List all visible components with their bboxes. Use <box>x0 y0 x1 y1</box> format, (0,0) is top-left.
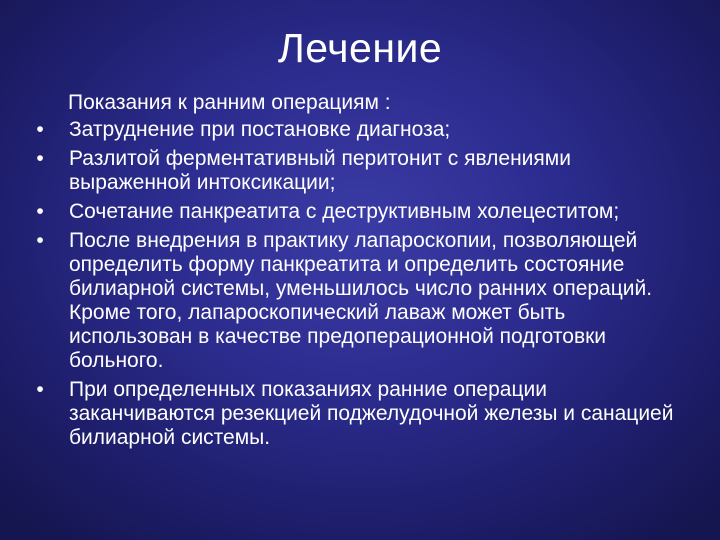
list-item-text: При определенных показаниях ранние операции заканчиваются резекцией поджелудочной железы и санацией билиарной системы. <box>69 378 674 449</box>
list-item <box>30 378 690 450</box>
list-item-text: Затруднение при постановке диагноза; <box>69 118 451 141</box>
slide-title: Лечение <box>277 25 443 71</box>
bullet-icon: • <box>36 229 44 252</box>
bullet-icon: • <box>36 147 44 170</box>
bullet-icon: • <box>36 118 44 141</box>
list-item-text: После внедрения в практику лапароскопии, позволяющей определить форму панкреатита и определить состояние билиарной системы, уменьшилось число ранних операций. Кроме того, лапароскопический лаваж может быть использован в качестве предоперационной подготовки больного. <box>69 229 653 372</box>
bullet-icon: • <box>36 378 44 401</box>
list-item-text: Разлитой ферментативный перитонит с явлениями выраженной интоксикации; <box>69 147 571 194</box>
bullet-icon: • <box>36 200 44 223</box>
list-item <box>30 229 690 373</box>
intro-text: Показания к ранним операциям : <box>68 91 391 114</box>
list-item <box>30 200 690 224</box>
list-item <box>30 147 690 195</box>
list-item-text: Сочетание панкреатита с деструктивным холецеститом; <box>69 200 620 223</box>
list-item <box>30 118 690 142</box>
bullet-list <box>30 118 690 455</box>
